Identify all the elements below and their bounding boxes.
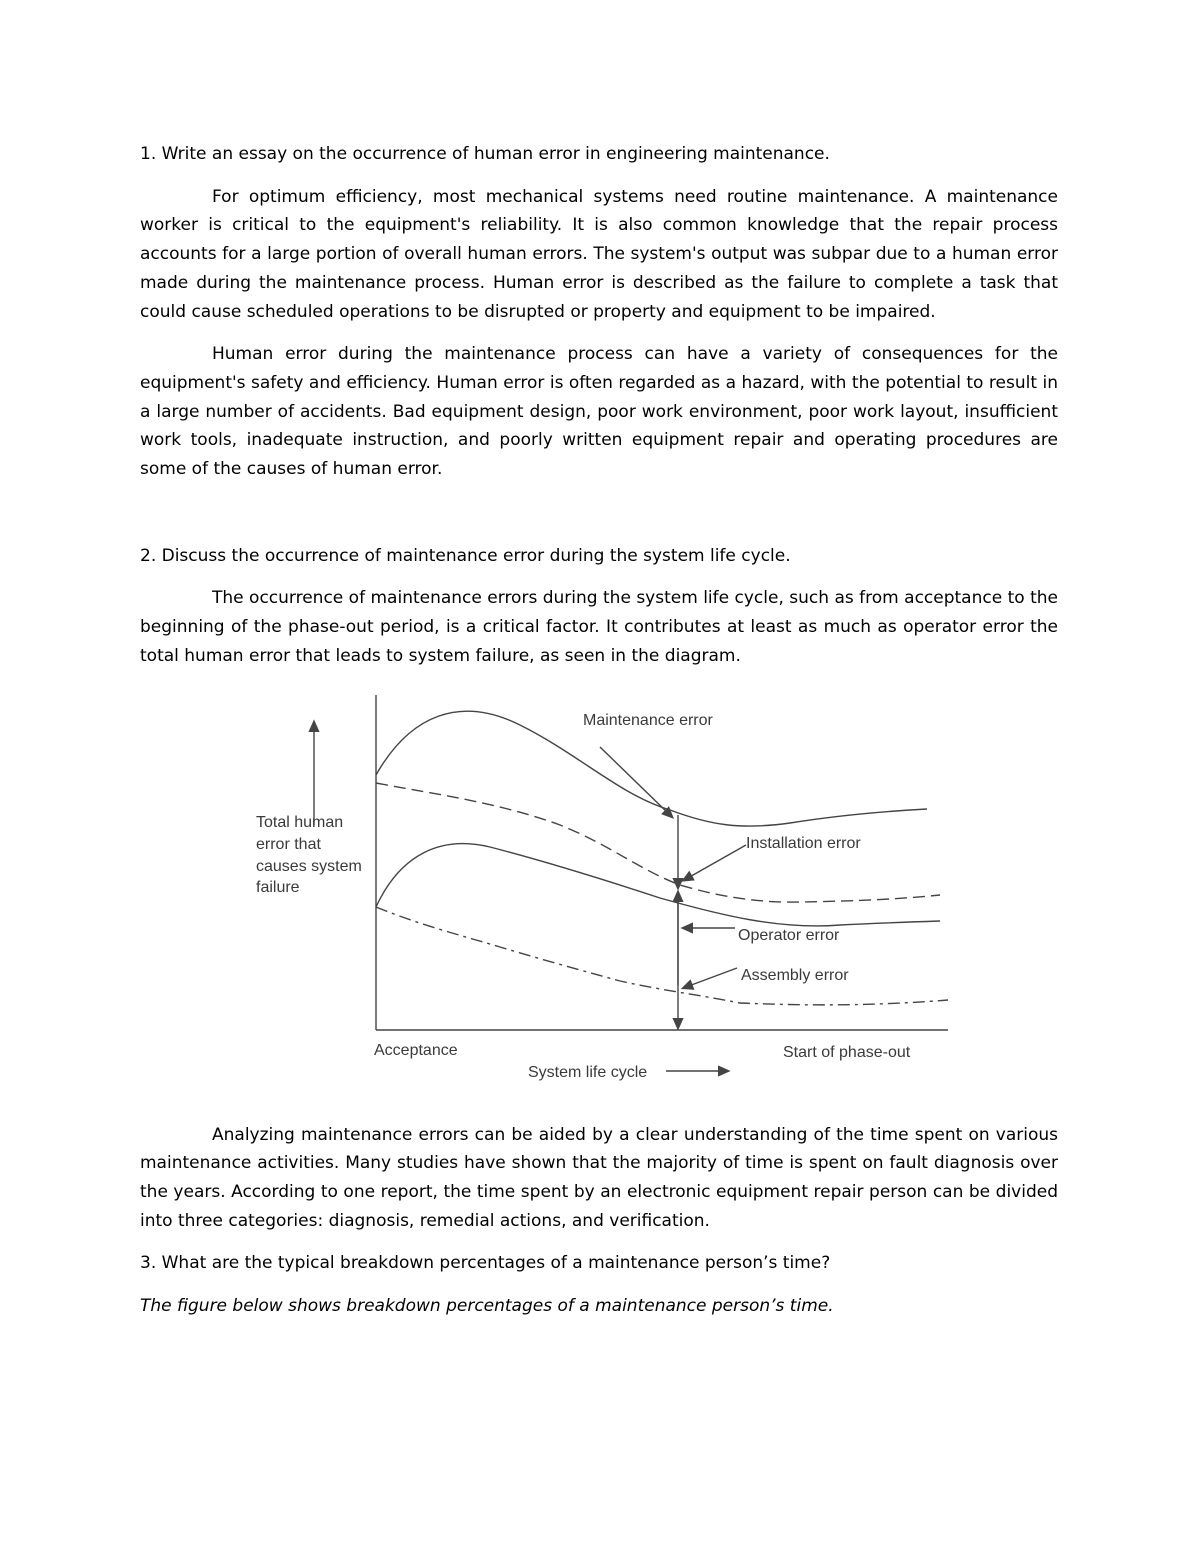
y-label-line-3: causes system — [256, 857, 362, 875]
document-page — [140, 140, 1058, 1335]
maintenance-error-label: Maintenance error — [583, 711, 713, 729]
question-3-heading: 3. What are the typical breakdown percentages of a maintenance person’s time? — [140, 1253, 831, 1274]
y-label-line-4: failure — [256, 878, 300, 896]
assembly-leader — [686, 968, 737, 987]
assembly-error-label: Assembly error — [741, 966, 849, 984]
y-label-line-2: error that — [256, 835, 321, 853]
y-label-line-1: Total human — [256, 813, 344, 831]
operator-boundary-curve — [376, 843, 940, 925]
operator-error-label: Operator error — [738, 926, 840, 944]
q3-caption: The figure below shows breakdown percentages of a maintenance person’s time. — [140, 1296, 834, 1317]
life-cycle-error-diagram — [140, 685, 1058, 1105]
assembly-boundary-curve — [376, 907, 948, 1005]
x-start-label: Acceptance — [374, 1041, 458, 1059]
installation-error-label: Installation error — [746, 834, 861, 852]
x-end-label: Start of phase-out — [783, 1043, 911, 1061]
q2-paragraph-2: Analyzing maintenance errors can be aided by a clear understanding of the time spent on various maintenance activities. Many studies have shown that the majority of time is spent on fault diagnosis over the years. According to one report, the time spent by an electronic equipment repair person can be divided into three categories: diagnosis, remedial actions, and verification. — [140, 1124, 1058, 1231]
q1-paragraph-2: Human error during the maintenance process can have a variety of consequences for the equipment's safety and efficiency. Human error is often regarded as a hazard, with the potential to result in a large number of accidents. Bad equipment design, poor work environment, poor work layout, insufficient work tools, inadequate instruction, and poorly written equipment repair and operating procedures are some of the causes of human error. — [140, 344, 1058, 480]
x-axis-title: System life cycle — [528, 1063, 648, 1081]
diagram-svg — [140, 685, 1058, 1105]
installation-leader — [686, 845, 746, 879]
q2-paragraph-1: The occurrence of maintenance errors during the system life cycle, such as from acceptance to the beginning of the phase-out period, is a critical factor. It contributes at least as much as operator error the total human error that leads to system failure, as seen in the diagram. — [140, 588, 1058, 666]
question-2-heading: 2. Discuss the occurrence of maintenance error during the system life cycle. — [140, 545, 791, 566]
question-1-heading: 1. Write an essay on the occurrence of human error in engineering maintenance. — [140, 144, 830, 164]
q1-paragraph-1: For optimum efficiency, most mechanical systems need routine maintenance. A maintenance worker is critical to the equipment's reliability. It is also common knowledge that the repair process accounts for a large portion of overall human errors. The system's output was subpar due to a human error made during the maintenance process. Human error is described as the failure to complete a task that could cause scheduled operations to be disrupted or property and equipment to be impaired. — [140, 186, 1058, 322]
